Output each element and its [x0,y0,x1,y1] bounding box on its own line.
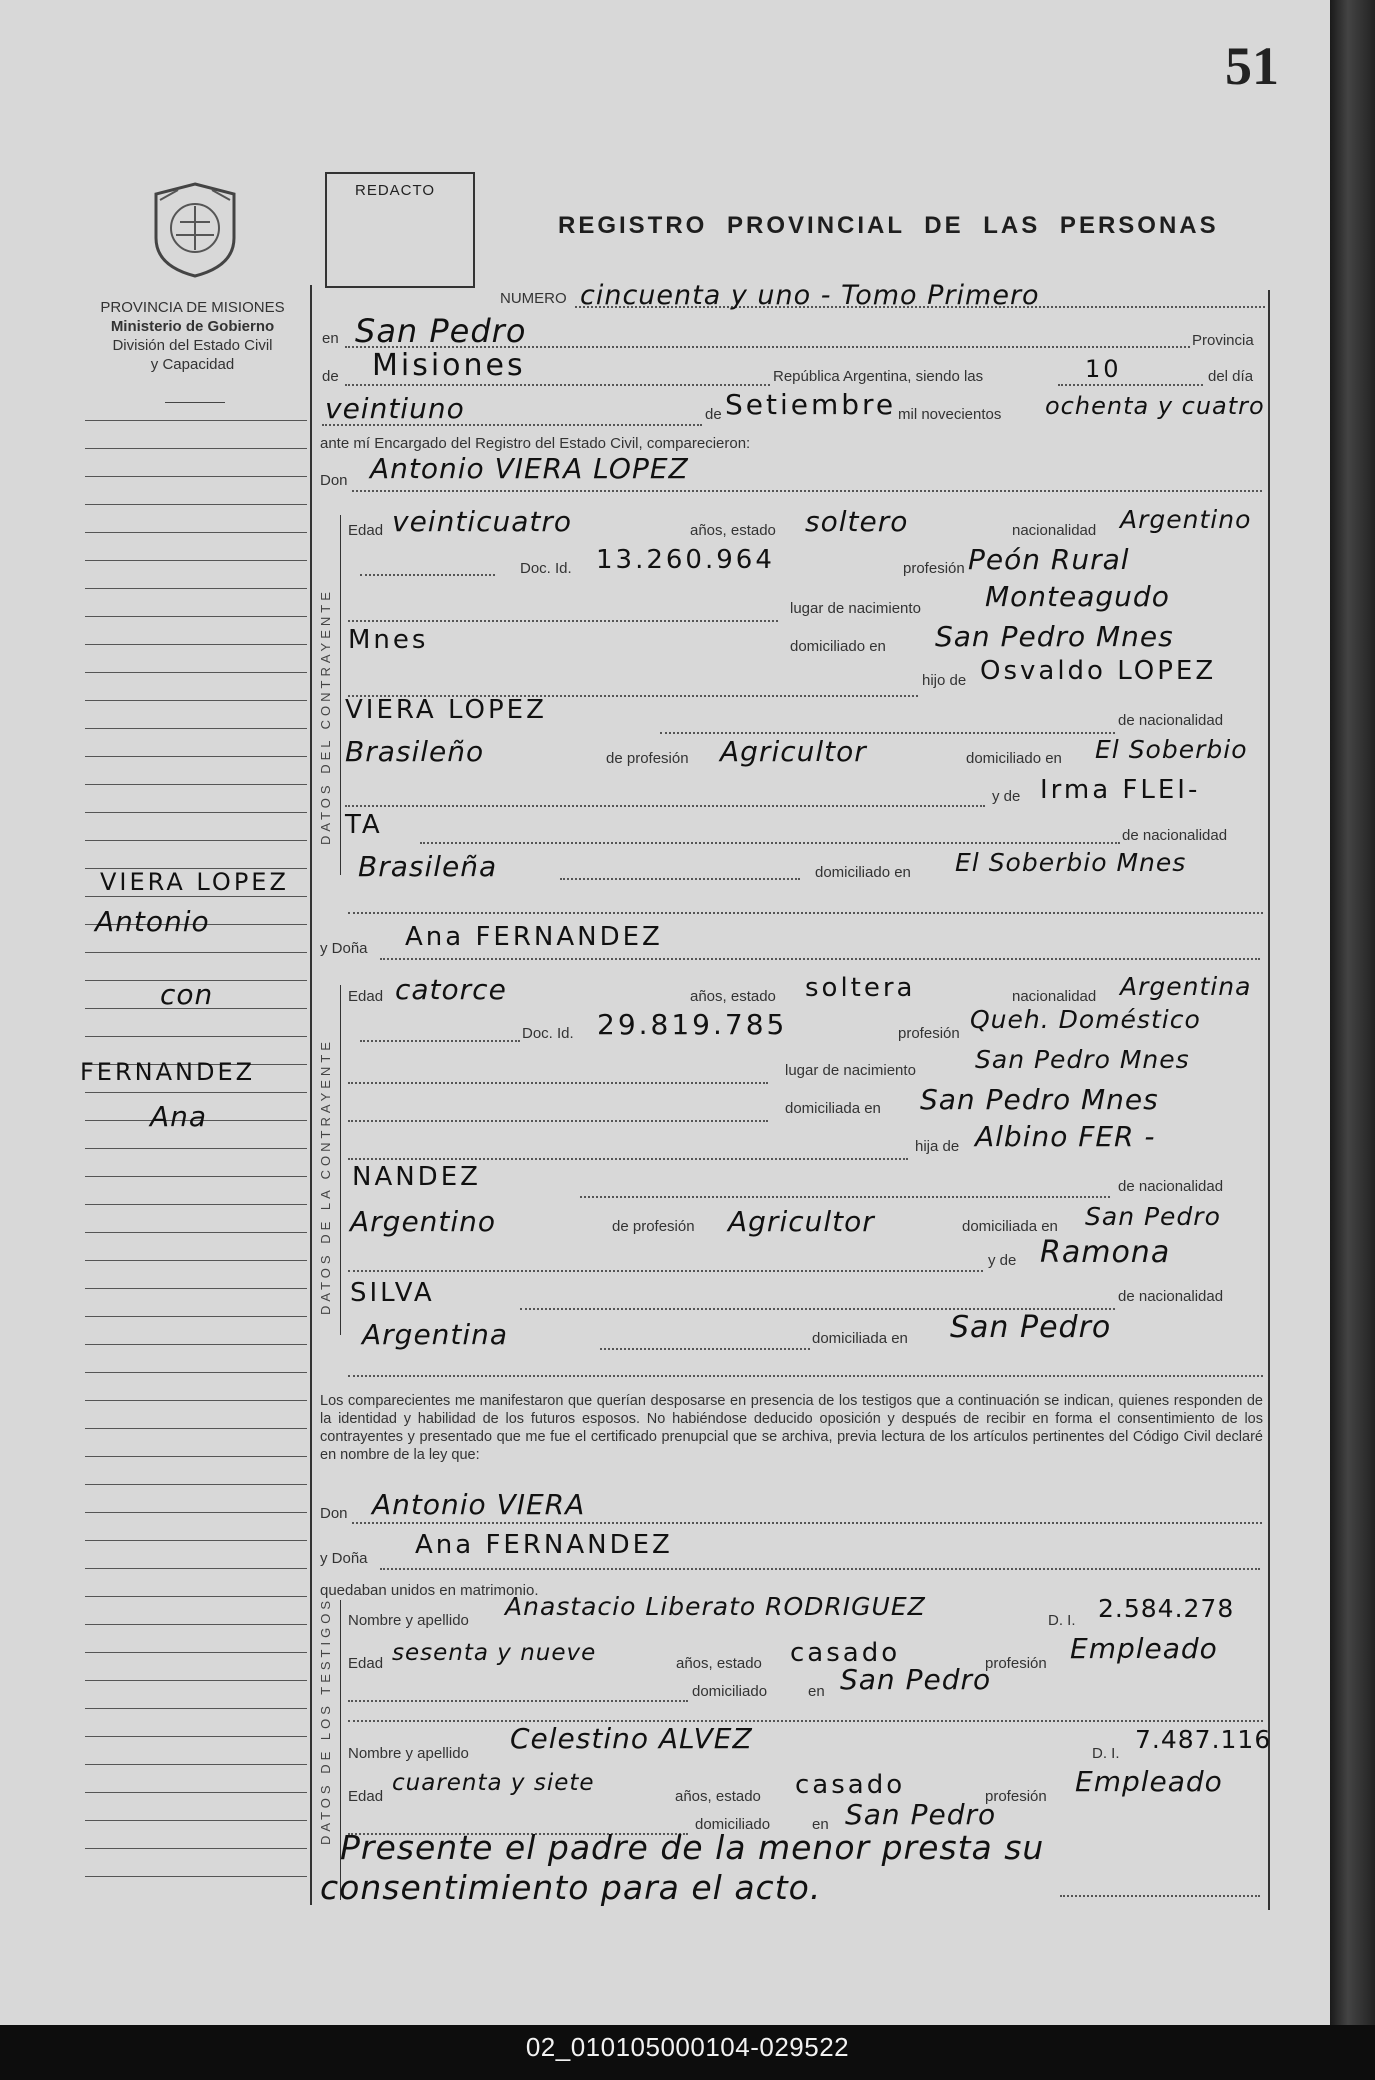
province-name: PROVINCIA DE MISIONES [100,299,285,316]
section-rule [340,985,341,1335]
anos-estado-label: años, estado [690,522,776,539]
edad-label-2: Edad [348,988,384,1005]
groom-domicile: San Pedro Mnes [935,620,1174,653]
margin-firstname-2: Ana [150,1100,208,1133]
hijo-de-label: hijo de [922,672,967,689]
bride-nationality: Argentina [1120,972,1252,1001]
acta-ano: ochenta y cuatro [1045,392,1265,420]
profesion-label-2: profesión [898,1025,960,1042]
lugar-nac-label-2: lugar de nacimiento [785,1062,916,1079]
domiciliado-label-3: domiciliado [692,1683,768,1700]
section-label-bride: DATOS DE LA CONTRAYENTE [318,1038,333,1315]
province-seal-icon [148,180,243,280]
y-de-label: y de [992,788,1021,805]
domiciliada-label-2: domiciliada en [962,1218,1058,1235]
bride-father-2: NANDEZ [352,1162,481,1192]
witness-2-domicile: San Pedro [845,1798,997,1831]
republica-label: República Argentina, siendo las [773,368,984,385]
bride-father-domicile: San Pedro [1085,1202,1221,1231]
acta-numero: cincuenta y uno - Tomo Primero [580,280,1040,311]
acta-dia: veintiuno [325,392,465,425]
bride-domicile: San Pedro Mnes [920,1083,1159,1116]
section-label-witnesses: DATOS DE LOS TESTIGOS [318,1597,333,1845]
numero-label: NUMERO [500,290,567,307]
nombre-apellido-label: Nombre y apellido [348,1612,469,1629]
note-line-1: Presente el padre de la menor presta su [340,1828,1045,1867]
de-label: de [322,368,339,385]
bride-name: Ana FERNANDEZ [405,922,663,952]
don-label: Don [320,472,348,489]
book-binding [1330,0,1375,2025]
quedaban-text: quedaban unidos en matrimonio. [320,1582,539,1599]
en-label-4: en [812,1816,829,1833]
acta-hora: 10 [1085,355,1122,383]
de-profesion-label-2: de profesión [612,1218,695,1235]
edad-label: Edad [348,522,384,539]
witness-2-profession: Empleado [1075,1765,1223,1798]
redacto-label: REDACTO [355,182,436,199]
profesion-label: profesión [903,560,965,577]
domiciliada-label: domiciliada en [785,1100,881,1117]
de-nacionalidad-label: de nacionalidad [1118,712,1224,729]
bride-doc: 29.819.785 [597,1008,788,1041]
groom-father-nationality: Brasileño [345,735,485,768]
footer-code: 02_010105000104-029522 [525,2032,850,2062]
married-bride: Ana FERNANDEZ [415,1530,673,1560]
groom-father-domicile: El Soberbio [1095,735,1248,764]
groom-mother-nationality: Brasileña [358,850,498,883]
margin-con: con [160,978,214,1011]
bride-father-nationality: Argentino [350,1205,497,1238]
bride-father: Albino FER - [975,1120,1156,1153]
bride-profession: Queh. Doméstico [970,1005,1201,1034]
y-dona-label: y Doña [320,940,368,957]
en-label-3: en [808,1683,825,1700]
declaration-paragraph: Los comparecientes me manifestaron que querían desposarse en presencia de los testigos que a continuación se indican, quienes responden de la identidad y habilidad de los futuros esposos. No habiéndose deducido oposición y después de recibir en forma el consentimiento de los contrayentes y presentado que me fue el certificado prenupcial que se archiva, previa lectura de los artículos pertinentes del Código Civil declaré en nombre de la ley que: [320,1393,1263,1463]
domiciliado-en-label-2: domiciliado en [815,864,911,881]
domiciliado-label: domiciliado en [790,638,886,655]
witness-1-profession: Empleado [1070,1632,1218,1665]
anos-estado-label-4: años, estado [675,1788,761,1805]
nombre-apellido-label-2: Nombre y apellido [348,1745,469,1762]
acta-lugar: San Pedro [355,312,527,350]
de-nacionalidad-label-4: de nacionalidad [1118,1288,1224,1305]
witness-2-name: Celestino ALVEZ [510,1722,753,1755]
divider [165,402,225,403]
capacity-name: y Capacidad [150,356,235,373]
bride-mother-nationality: Argentina [362,1318,509,1351]
married-groom: Antonio VIERA [372,1488,586,1521]
en-label: en [322,330,339,347]
groom-profession: Peón Rural [968,543,1130,576]
page-title: REGISTRO PROVINCIAL DE LAS PERSONAS [558,212,1219,239]
witness-1-name: Anastacio Liberato RODRIGUEZ [505,1592,926,1621]
groom-doc: 13.260.964 [596,545,775,575]
groom-age: veinticuatro [392,505,572,538]
groom-mother: Irma FLEI- [1040,775,1201,805]
section-label-groom: DATOS DEL CONTRAYENTE [318,588,333,845]
bride-father-profession: Agricultor [728,1205,875,1238]
right-rule [1268,290,1270,1910]
de-profesion-label: de profesión [606,750,689,767]
doc-label-2: Doc. Id. [522,1025,574,1042]
witness-2-estado: casado [795,1770,906,1800]
profesion-label-3: profesión [985,1655,1047,1672]
groom-birthplace: Monteagudo [985,580,1170,613]
witness-2-age: cuarenta y siete [392,1770,595,1796]
groom-estado: soltero [805,505,909,538]
edad-label-3: Edad [348,1655,384,1672]
groom-mother-domicile: El Soberbio Mnes [955,848,1187,877]
division-name: División del Estado Civil [112,337,273,354]
margin-firstname: Antonio [95,905,210,938]
left-rule [310,285,312,1905]
redacto-box [325,172,475,288]
section-rule [340,515,341,875]
di-label-2: D. I. [1092,1745,1120,1762]
bride-mother-domicile: San Pedro [950,1310,1112,1345]
y-de-label-2: y de [988,1252,1017,1269]
groom-birthplace-2: Mnes [348,625,429,655]
anos-estado-label-2: años, estado [690,988,776,1005]
witness-1-estado: casado [790,1638,901,1668]
y-dona-label-2: y Doña [320,1550,368,1567]
doc-label: Doc. Id. [520,560,572,577]
de-nacionalidad-label: de nacionalidad [1122,827,1228,844]
bride-age: catorce [395,973,507,1006]
lugar-nac-label: lugar de nacimiento [790,600,921,617]
bride-birthplace: San Pedro Mnes [975,1045,1190,1074]
witness-2-di: 7.487.116 [1135,1725,1272,1754]
nacionalidad-label: nacionalidad [1012,522,1097,539]
del-dia-label: del día [1208,368,1254,385]
provincia-label: Provincia [1192,332,1254,349]
di-label: D. I. [1048,1612,1076,1629]
domiciliado-en-label: domiciliado en [966,750,1062,767]
don-label-2: Don [320,1505,348,1522]
groom-name: Antonio VIERA LOPEZ [370,452,689,485]
witness-1-domicile: San Pedro [840,1663,992,1696]
nacionalidad-label-2: nacionalidad [1012,988,1097,1005]
acta-provincia: Misiones [372,348,526,383]
domiciliada-label-3: domiciliada en [812,1330,908,1347]
mil-nov-label: mil novecientos [898,406,1002,423]
page-number: 51 [1225,36,1279,96]
groom-mother-2: TA [345,810,383,840]
ante-mi-text: ante mí Encargado del Registro del Estado Civil, comparecieron: [320,435,751,452]
bride-mother-2: SILVA [350,1278,435,1308]
hija-de-label: hija de [915,1138,960,1155]
domiciliado-label-4: domiciliado [695,1816,771,1833]
profesion-label-4: profesión [985,1788,1047,1805]
bride-estado: soltera [805,973,916,1003]
bride-mother: Ramona [1040,1235,1171,1270]
witness-1-di: 2.584.278 [1098,1594,1235,1623]
margin-surname: VIERA LOPEZ [100,868,289,896]
note-line-2: consentimiento para el acto. [320,1868,822,1907]
groom-father-2: VIERA LOPEZ [345,695,547,725]
anos-estado-label-3: años, estado [676,1655,762,1672]
issuer-block [80,298,305,374]
groom-nationality: Argentino [1120,505,1252,534]
witness-1-age: sesenta y nueve [392,1640,597,1666]
acta-mes: Setiembre [725,388,897,421]
groom-father: Osvaldo LOPEZ [980,656,1217,686]
margin-surname-2: FERNANDEZ [80,1058,256,1086]
groom-father-profession: Agricultor [720,735,867,768]
de-mes-label: de [705,406,722,423]
ministry-name: Ministerio de Gobierno [110,318,275,335]
de-nacionalidad-label-3: de nacionalidad [1118,1178,1224,1195]
edad-label-4: Edad [348,1788,384,1805]
